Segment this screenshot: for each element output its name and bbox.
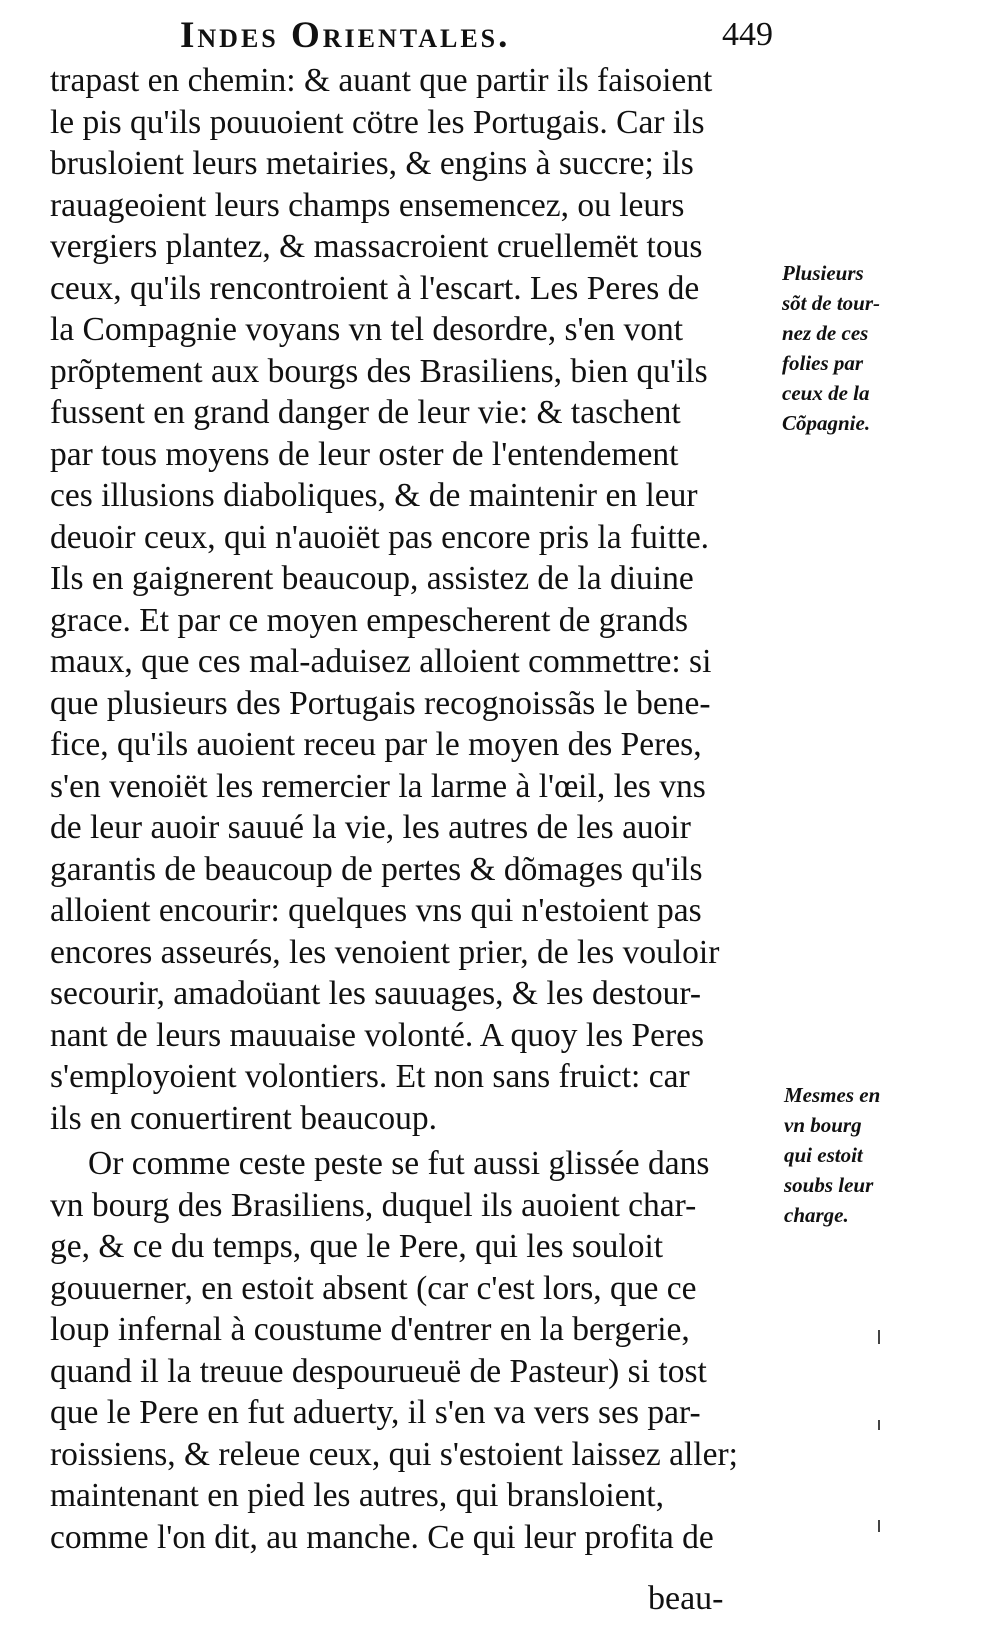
text-line: le pis qu'ils pouuoient cötre les Portugais. Car ils: [50, 103, 705, 141]
text-line: trapast en chemin: & auant que partir ils faisoient: [50, 62, 713, 99]
margin-note-line: soubs leur: [784, 1173, 874, 1197]
text-line: ces illusions diaboliques, & de maintenir en leur: [50, 477, 698, 514]
text-line: maintenant en pied les autres, qui bransloient,: [50, 1477, 664, 1514]
text-line: que le Pere en fut aduerty, il s'en va vers ses par-: [50, 1394, 701, 1431]
margin-note-2: [784, 1080, 880, 1230]
running-title: Indes Orientales.: [180, 15, 511, 56]
margin-note-line: folies par: [782, 351, 864, 375]
margin-note-line: ceux de la: [782, 381, 870, 405]
margin-note-line: nez de ces: [782, 321, 869, 345]
text-line: quand il la treuue despourueuë de Pasteur) si tost: [50, 1352, 707, 1390]
text-line: roissiens, & releue ceux, qui s'estoient laissez aller;: [50, 1435, 738, 1473]
page-header: [0, 14, 1000, 62]
text-line: vn bourg des Brasiliens, duquel ils auoient char-: [50, 1186, 697, 1224]
scan-speck: [878, 1330, 880, 1344]
text-line: ils en conuertirent beaucoup.: [50, 1099, 437, 1137]
margin-note-1: [782, 258, 880, 438]
margin-note-line: Mesmes en: [784, 1083, 881, 1107]
text-line: fice, qu'ils auoient receu par le moyen des Peres,: [50, 726, 702, 763]
text-line: alloient encourir: quelques vns qui n'estoient pas: [50, 892, 702, 929]
paragraph-start-line: Or comme ceste peste se fut aussi glissée dans: [88, 1145, 710, 1182]
text-line: que plusieurs des Portugais recognoissãs le bene-: [50, 684, 711, 722]
text-line: par tous moyens de leur oster de l'entendement: [50, 435, 679, 473]
text-line: gouuerner, en estoit absent (car c'est lors, que ce: [50, 1269, 697, 1307]
scan-speck: [878, 1520, 880, 1532]
margin-note-line: sõt de tour-: [782, 291, 881, 315]
text-line: deuoir ceux, qui n'auoiët pas encore pris la fuitte.: [50, 518, 710, 556]
page-number: 449: [722, 16, 773, 53]
text-line: de leur auoir sauué la vie, les autres de les auoir: [50, 809, 691, 846]
text-line: Ils en gaignerent beaucoup, assistez de la diuine: [50, 560, 694, 597]
text-line: ceux, qu'ils rencontroient à l'escart. Les Peres de: [50, 269, 700, 307]
text-line: fussent en grand danger de leur vie: & taschent: [50, 394, 681, 431]
margin-note-line: qui estoit: [784, 1143, 863, 1167]
margin-note-line: charge.: [784, 1203, 849, 1227]
text-line: s'en venoiët les remercier la larme à l'œil, les vns: [50, 767, 706, 805]
text-line: prõptement aux bourgs des Brasiliens, bien qu'ils: [50, 352, 708, 390]
scan-speck: [878, 1420, 880, 1430]
body-text: [50, 60, 794, 1558]
text-line: nant de leurs mauuaise volonté. A quoy les Peres: [50, 1016, 705, 1054]
margin-note-line: Cõpagnie.: [782, 411, 871, 435]
text-line: brusloient leurs metairies, & engins à succre; ils: [50, 145, 694, 182]
text-line: garantis de beaucoup de pertes & dõmages qu'ils: [50, 850, 703, 888]
text-line: la Compagnie voyans vn tel desordre, s'en vont: [50, 311, 684, 348]
text-line: ge, & ce du temps, que le Pere, qui les souloit: [50, 1228, 664, 1265]
margin-note-line: Plusieurs: [782, 261, 864, 285]
text-line: grace. Et par ce moyen empescherent de grands: [50, 601, 689, 639]
text-line: encores asseurés, les venoient prier, de les vouloir: [50, 933, 720, 971]
text-line: comme l'on dit, au manche. Ce qui leur profita de: [50, 1518, 714, 1556]
text-line: maux, que ces mal-aduisez alloient commettre: si: [50, 643, 712, 680]
text-line: secourir, amadoüant les sauuages, & les destour-: [50, 975, 702, 1012]
margin-note-line: vn bourg: [784, 1113, 862, 1137]
text-line: s'employoient volontiers. Et non sans fruict: car: [50, 1058, 690, 1095]
text-line: vergiers plantez, & massacroient cruellemët tous: [50, 228, 703, 265]
text-line: rauageoient leurs champs ensemencez, ou leurs: [50, 186, 685, 224]
text-line: loup infernal à coustume d'entrer en la bergerie,: [50, 1311, 690, 1348]
catchword: beau-: [648, 1580, 724, 1617]
